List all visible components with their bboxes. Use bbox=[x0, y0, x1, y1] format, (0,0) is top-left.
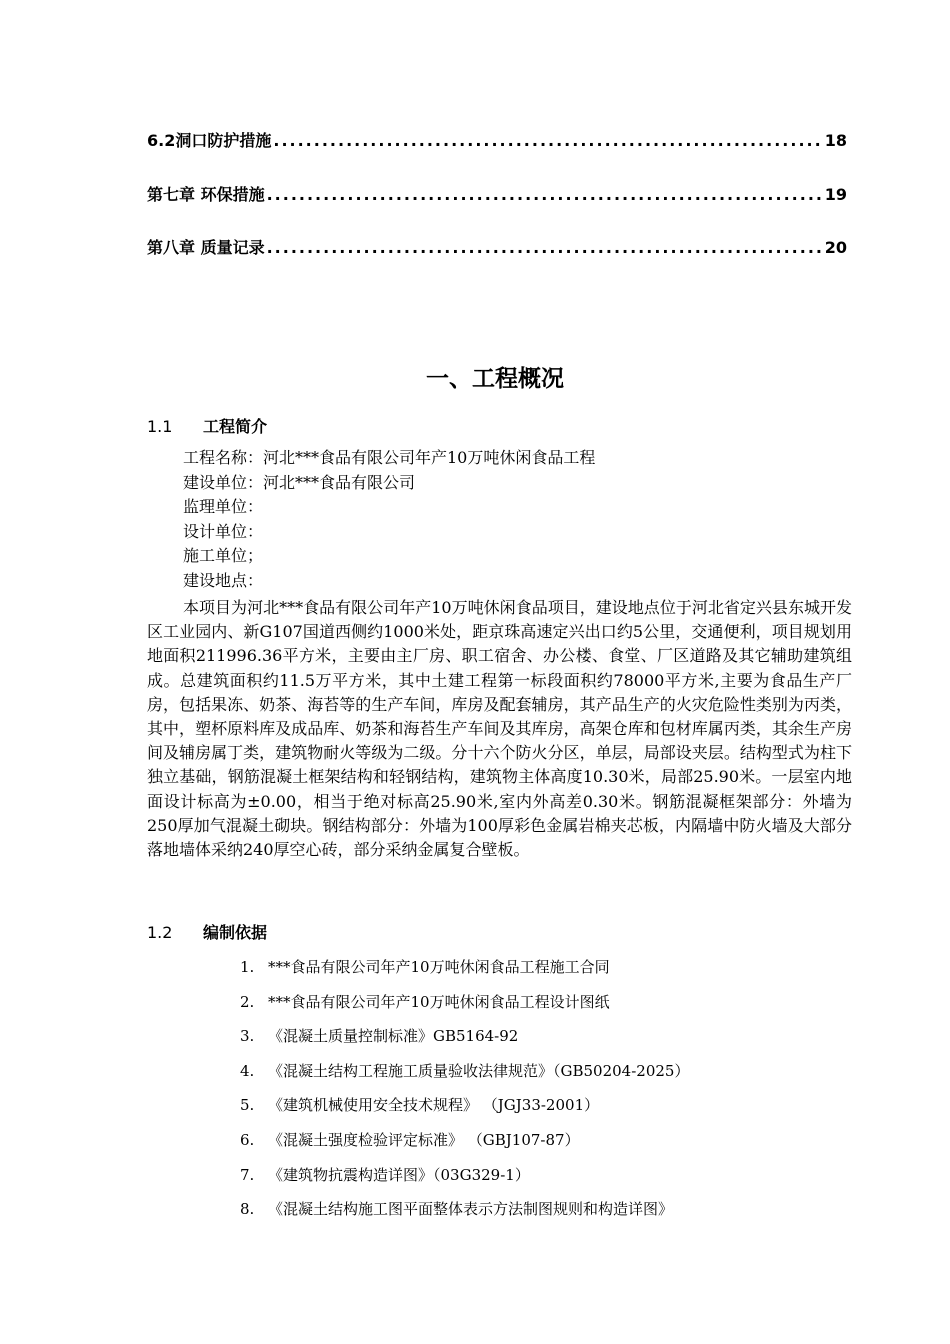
chapter-title: 一、工程概况 bbox=[426, 366, 564, 392]
info-line: 施工单位； bbox=[183, 546, 264, 565]
toc-entry-page: 19 bbox=[824, 185, 847, 204]
reference-text: 《建筑物抗震构造详图》（03G329-1） bbox=[268, 1165, 530, 1184]
toc-dot-leader bbox=[267, 238, 823, 257]
reference-number: 3. bbox=[240, 1027, 255, 1046]
info-line: 监理单位： bbox=[183, 497, 264, 516]
section-number: 1.2 bbox=[147, 923, 173, 942]
reference-text: 《混凝土结构工程施工质量验收法律规范》（GB50204-2025） bbox=[268, 1061, 690, 1080]
reference-list bbox=[240, 956, 689, 1233]
reference-item bbox=[240, 956, 689, 991]
toc-entry-page: 18 bbox=[824, 131, 847, 150]
reference-number: 7. bbox=[240, 1165, 255, 1184]
info-line: 设计单位： bbox=[183, 521, 264, 541]
section-heading bbox=[147, 920, 267, 943]
toc-entry[interactable] bbox=[147, 128, 847, 151]
reference-item bbox=[240, 991, 689, 1026]
reference-text: 《混凝土强度检验评定标准》 （GBJ107-87） bbox=[268, 1130, 580, 1149]
reference-text: ***食品有限公司年产10万吨休闲食品工程设计图纸 bbox=[268, 992, 610, 1011]
reference-item bbox=[240, 1025, 689, 1060]
section-number: 1.1 bbox=[147, 417, 173, 436]
toc-entry-label: 第八章 质量记录 bbox=[147, 238, 265, 257]
info-line: 建设单位：河北***食品有限公司 bbox=[183, 472, 416, 492]
reference-text: ***食品有限公司年产10万吨休闲食品工程施工合同 bbox=[268, 958, 610, 976]
reference-number: 8. bbox=[240, 1200, 255, 1219]
reference-item bbox=[240, 1094, 689, 1129]
toc-entry-label: 第七章 环保措施 bbox=[147, 185, 265, 204]
reference-item bbox=[240, 1198, 689, 1233]
info-line: 工程名称：河北***食品有限公司年产10万吨休闲食品工程 bbox=[183, 448, 596, 467]
section-title: 编制依据 bbox=[203, 923, 268, 942]
reference-number: 1. bbox=[240, 958, 255, 976]
reference-text: 《混凝土结构施工图平面整体表示方法制图规则和构造详图》 bbox=[268, 1200, 674, 1219]
reference-text: 《混凝土质量控制标准》GB5164-92 bbox=[268, 1027, 519, 1046]
toc-entry-page: 20 bbox=[824, 238, 847, 257]
reference-number: 6. bbox=[240, 1130, 255, 1149]
toc-entry[interactable] bbox=[147, 182, 847, 205]
reference-item bbox=[240, 1060, 689, 1095]
reference-number: 2. bbox=[240, 992, 255, 1011]
section-heading bbox=[147, 414, 267, 437]
project-info bbox=[183, 446, 595, 593]
toc-dot-leader bbox=[273, 131, 822, 150]
reference-item bbox=[240, 1164, 689, 1199]
project-description: 本项目为河北***食品有限公司年产10万吨休闲食品项目，建设地点位于河北省定兴县东城开发区工业园内、新G107国道西侧约1000米处，距京珠高速定兴出口约5公里，交通便利，项目规划用地面积211996.36平方米，主要由主厂房、职工宿舍、办公楼、食堂、厂区道路及其它辅助建筑组成。总建筑面积约11.5万平方米，其中土建工程第一标段面积约78000平方米,主要为食品生产厂房，包括果冻、奶茶、海苔等的生产车间，库房及配套辅房，其产品生产的火灾危险性类别为丙类，其中，塑杯原料库及成品库、奶茶和海苔生产车间及其库房，高架仓库和包材库属丙类，其余生产房间及辅房属丁类，建筑物耐火等级为二级。分十六个防火分区，单层，局部设夹层。结构型式为柱下独立基础，钢筋混凝土框架结构和轻钢结构，建筑物主体高度10.30米，局部25.90米。一层室内地面设计标高为±0.00，相当于绝对标高25.90米,室内外高差0.30米。钢筋混凝框架部分：外墙为250厚加气混凝土砌块。钢结构部分：外墙为100厚彩色金属岩棉夹芯板，内隔墙中防火墙及大部分落地墙体采纳240厚空心砖，部分采纳金属复合壁板。 bbox=[147, 598, 852, 860]
toc-dot-leader bbox=[267, 185, 823, 204]
section-title: 工程简介 bbox=[203, 417, 268, 436]
toc-entry[interactable] bbox=[147, 235, 847, 258]
reference-number: 5. bbox=[240, 1096, 255, 1115]
reference-text: 《建筑机械使用安全技术规程》 （JGJ33-2001） bbox=[268, 1096, 600, 1115]
reference-item bbox=[240, 1129, 689, 1164]
info-line: 建设地点： bbox=[183, 570, 264, 590]
toc-entry-label: 6.2洞口防护措施 bbox=[147, 131, 272, 150]
reference-number: 4. bbox=[240, 1061, 255, 1080]
